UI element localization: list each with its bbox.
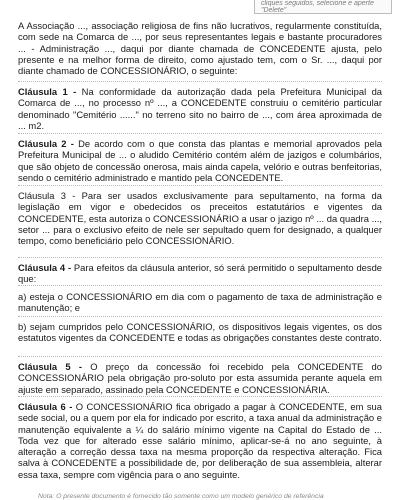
intro-paragraph: A Associação ..., associação religiosa de fins não lucrativos, regularmente constituída, com sede na Comarca de ..., por seus representantes legais e bastante procuradores ... - Administração ..., daqui por diante chamada de CONCEDENTE ajusta, pelo presente e na melhor forma de direito, como ajustado tem, com o Sr. ..., daqui por diante chamado de CONCESSIONÁRIO, o seguinte:	[18, 20, 382, 77]
divider	[18, 81, 382, 82]
clause-5-label: Cláusula 5 -	[18, 361, 82, 372]
clause-6-label: Cláusula 6 -	[18, 401, 73, 412]
clause-5-text: O preço da concessão foi recebido pela CONCEDENTE do CONCESSIONÁRIO pela obrigação pro-soluto por esta assumida perante aquela em ajuste em separado, assinado pela CONCEDENTE e CONCESSIONÁRIA.	[18, 361, 382, 395]
divider	[18, 316, 382, 317]
clause-4-label: Cláusula 4 -	[18, 262, 72, 273]
clause-1	[18, 86, 382, 131]
clause-4-item-b: b) sejam cumpridos pelo CONCESSIONÁRIO, os dispositivos legais vigentes, os dos estatutos vigentes da CONCEDENTE e todas as obrigações constantes deste contrato.	[18, 321, 382, 344]
divider	[18, 133, 382, 134]
clause-6	[18, 401, 382, 480]
divider	[18, 257, 382, 258]
footnote: Nota: O presente documento é fornecido tão somente como um modelo genérico de referência	[38, 493, 324, 500]
clause-2	[18, 138, 382, 183]
clause-4-text: Para efeitos da cláusula anterior, só será permitido o sepultamento desde que:	[18, 262, 382, 285]
clause-4-item-a: a) esteja o CONCESSIONÁRIO em dia com o pagamento de taxa de administração e manutenção; e	[18, 291, 382, 314]
clause-2-label: Cláusula 2 -	[18, 138, 74, 149]
clause-3-text: - Para ser usados exclusivamente para sepultamento, na forma da legislação em vigor e obedecidos os preceitos estatutários e vigentes da CONCEDENTE, esta autoriza o CONCESSIONÁRIO a usar o jazigo nº ... da quadra ..., setor ... para o exclusivo efeito de nele ser sepultado quem for designado, a qualquer tempo, como beneficiário pelo CONCESSIONÁRIO.	[18, 190, 382, 247]
clause-1-label: Cláusula 1 -	[18, 86, 77, 97]
clause-3	[18, 190, 382, 246]
clause-2-text: De acordo com o que consta das plantas e memorial aprovados pela Prefeitura Municipal de ... o aludido Cemitério contém além de jazigos e columbários, que são objeto de concessão onerosa, mais ainda capela, velório e outras benfeitorias, sendo o cemitério administrado e mantido pela CONCEDENTE.	[18, 138, 382, 183]
divider	[18, 356, 382, 357]
clause-5	[18, 361, 382, 395]
clause-4	[18, 262, 382, 285]
divider	[18, 285, 382, 286]
clause-6-text: O CONCESSIONÁRIO fica obrigado a pagar à CONCEDENTE, em sua sede social, ou a quem por ela for indicado por escrito, a taxa anual da administração e manutenção equivalente a ¼ do salário mínimo vigente na Capital do Estado de ... Toda vez que for alterado esse salário mínimo, aplicar-se-á no ano seguinte, à alteração a correção dessa taxa na mesma proporção da respectiva alteração. Fica salva à CONCEDENTE a possibilidade de, por deliberação de sua assembleia, alterar essa taxa, sempre com vigência para o ano seguinte.	[18, 401, 382, 480]
clause-3-label: Cláusula 3	[18, 190, 66, 201]
clause-1-text: Na conformidade da autorização dada pela Prefeitura Municipal da Comarca de ..., no processo nº ..., a CONCEDENTE construiu o cemitério particular denominado "Cemitério ......" no terreno sito no bairro de ..., com área aproximada de ... m2.	[18, 86, 382, 131]
divider	[18, 396, 382, 397]
instruction-text: cliques seguidos, selecione e aperte "Delete"	[261, 0, 374, 14]
divider	[18, 185, 382, 186]
